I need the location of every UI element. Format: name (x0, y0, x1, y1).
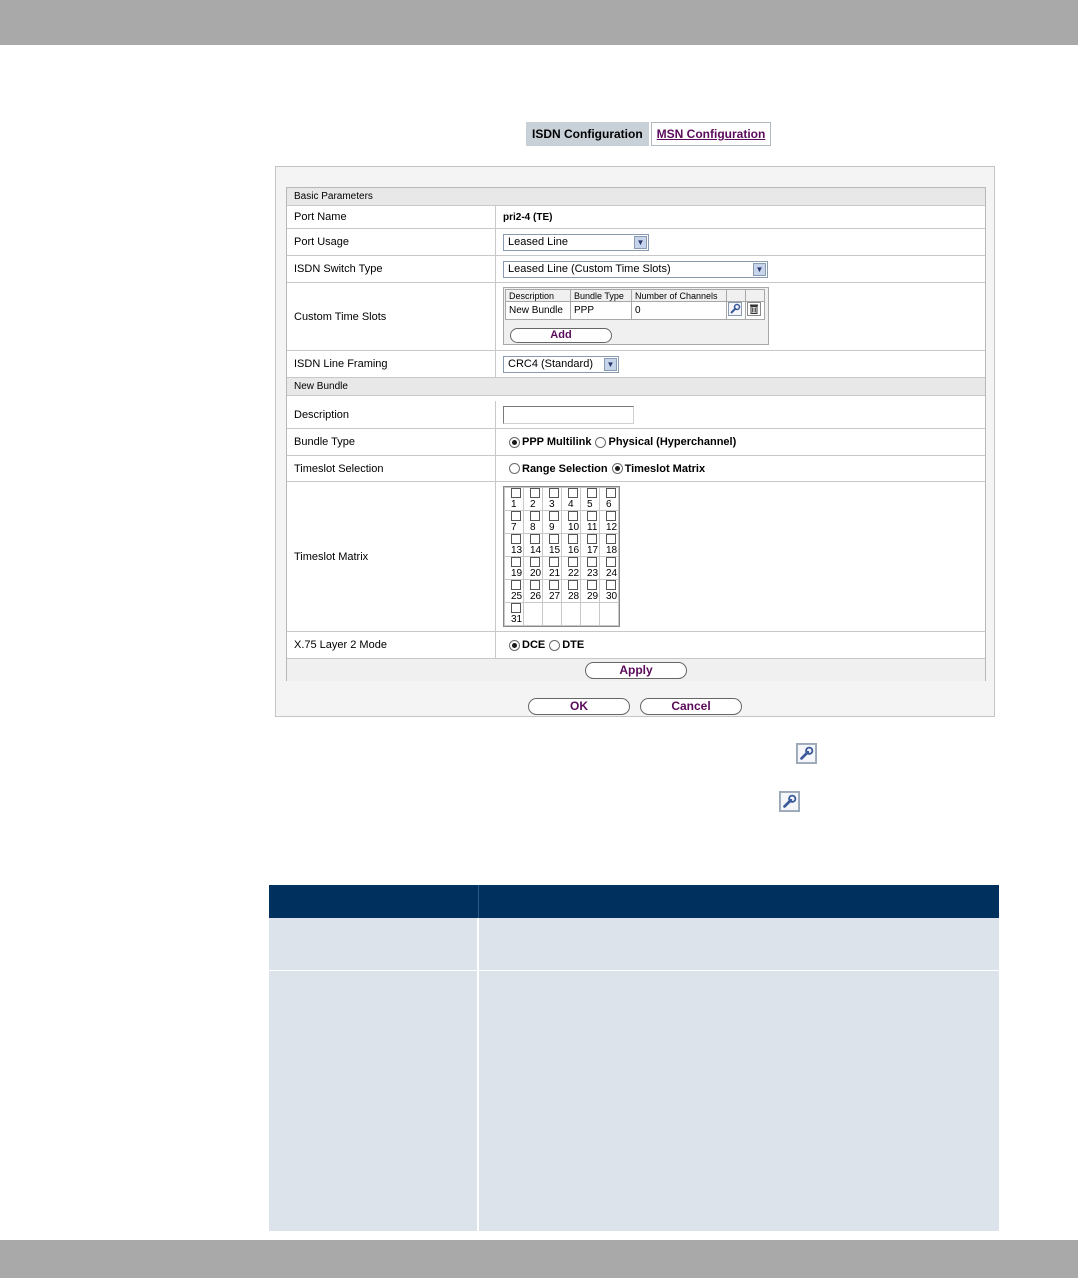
timeslot-checkbox[interactable] (511, 557, 521, 567)
timeslot-number: 22 (568, 568, 580, 579)
matrix-row (505, 511, 619, 534)
timeslot-checkbox[interactable] (606, 488, 616, 498)
matrix-row (505, 580, 619, 603)
timeslot-selection-label: Timeslot Selection (294, 462, 384, 475)
timeslot-number: 5 (587, 499, 593, 510)
timeslot-number: 12 (606, 522, 618, 533)
matrix-cell (581, 511, 600, 534)
matrix-cell (581, 488, 600, 511)
cancel-button[interactable]: Cancel (640, 698, 742, 715)
ok-button[interactable]: OK (528, 698, 630, 715)
matrix-cell (562, 603, 581, 626)
matrix-cell (600, 603, 619, 626)
timeslot-number: 8 (530, 522, 536, 533)
timeslot-number: 29 (587, 591, 599, 602)
timeslot-number: 7 (511, 522, 517, 533)
timeslot-number: 31 (511, 614, 523, 625)
timeslot-checkbox[interactable] (587, 488, 597, 498)
col-bundle-type: Bundle Type (571, 290, 632, 302)
matrix-cell (543, 603, 562, 626)
matrix-cell (505, 557, 524, 580)
chevron-down-icon: ▼ (634, 236, 647, 249)
timeslot-number: 2 (530, 499, 536, 510)
matrix-cell (543, 534, 562, 557)
trash-icon[interactable] (747, 302, 761, 316)
wrench-icon (779, 791, 800, 812)
wrench-icon (796, 743, 817, 764)
physical-hyperchannel-label: Physical (Hyperchannel) (608, 436, 737, 448)
radio-ppp-multilink[interactable] (509, 437, 520, 448)
custom-time-slots-table (503, 287, 769, 345)
port-name-label: Port Name (294, 211, 347, 223)
matrix-cell (543, 580, 562, 603)
radio-range-selection[interactable] (509, 463, 520, 474)
port-name-value: pri2-4 (TE) (503, 211, 553, 223)
timeslot-checkbox[interactable] (511, 580, 521, 590)
line-framing-label: ISDN Line Framing (294, 358, 388, 370)
timeslot-checkbox[interactable] (511, 511, 521, 521)
timeslot-checkbox[interactable] (568, 557, 578, 567)
matrix-cell (505, 534, 524, 557)
tab-msn-configuration[interactable]: MSN Configuration (651, 122, 772, 146)
timeslot-number: 11 (587, 522, 598, 533)
timeslot-checkbox[interactable] (530, 534, 540, 544)
matrix-cell (505, 580, 524, 603)
row-custom-time-slots (287, 283, 985, 351)
timeslot-number: 4 (568, 499, 574, 510)
matrix-cell (505, 511, 524, 534)
radio-dte[interactable] (549, 640, 560, 651)
timeslot-checkbox[interactable] (606, 511, 616, 521)
matrix-cell (581, 603, 600, 626)
timeslot-checkbox[interactable] (511, 603, 521, 613)
tab-isdn-configuration[interactable]: ISDN Configuration (526, 122, 649, 146)
matrix-cell (600, 534, 619, 557)
timeslot-number: 28 (568, 591, 580, 602)
timeslot-number: 17 (587, 545, 599, 556)
matrix-cell (505, 488, 524, 511)
matrix-cell (543, 488, 562, 511)
matrix-row (505, 557, 619, 580)
timeslot-number: 19 (511, 568, 523, 579)
timeslot-number: 3 (549, 499, 555, 510)
timeslot-checkbox[interactable] (606, 580, 616, 590)
matrix-cell (581, 580, 600, 603)
radio-timeslot-matrix[interactable] (612, 463, 623, 474)
matrix-cell (581, 534, 600, 557)
cell-description: New Bundle (506, 302, 571, 320)
wrench-icon[interactable] (728, 302, 742, 316)
timeslot-checkbox[interactable] (568, 580, 578, 590)
chevron-down-icon: ▼ (604, 358, 617, 371)
switch-type-select[interactable] (503, 261, 768, 278)
add-button[interactable]: Add (510, 328, 612, 343)
timeslot-checkbox[interactable] (568, 534, 578, 544)
switch-type-selected: Leased Line (Custom Time Slots) (508, 262, 671, 275)
top-bar (0, 0, 1078, 45)
timeslot-checkbox[interactable] (568, 488, 578, 498)
matrix-row (505, 488, 619, 511)
radio-physical-hyperchannel[interactable] (595, 437, 606, 448)
row-switch-type (287, 256, 985, 283)
matrix-cell (600, 557, 619, 580)
timeslot-checkbox[interactable] (530, 557, 540, 567)
matrix-cell (524, 580, 543, 603)
timeslot-checkbox[interactable] (549, 534, 559, 544)
matrix-cell (524, 511, 543, 534)
chevron-down-icon: ▼ (753, 263, 766, 276)
timeslot-number: 20 (530, 568, 542, 579)
row-x75-mode (287, 632, 985, 659)
description-input[interactable] (503, 406, 634, 424)
col-number-of-channels: Number of Channels (632, 290, 727, 302)
timeslot-number: 9 (549, 522, 555, 533)
port-usage-label: Port Usage (294, 236, 350, 248)
matrix-cell (524, 534, 543, 557)
radio-dce[interactable] (509, 640, 520, 651)
row-timeslot-matrix (287, 482, 985, 632)
matrix-cell (600, 580, 619, 603)
timeslot-checkbox[interactable] (568, 511, 578, 521)
dte-label: DTE (562, 639, 585, 651)
matrix-cell (505, 603, 524, 626)
config-panel (275, 166, 995, 717)
doc-table-row (269, 971, 999, 1231)
timeslot-number: 30 (606, 591, 618, 602)
bundle-type-label: Bundle Type (294, 436, 355, 448)
row-port-usage (287, 229, 985, 256)
timeslot-number: 21 (549, 568, 561, 579)
timeslot-checkbox[interactable] (587, 580, 597, 590)
timeslot-number: 23 (587, 568, 599, 579)
config-form (286, 187, 986, 681)
timeslot-number: 18 (606, 545, 618, 556)
timeslot-number: 27 (549, 591, 561, 602)
timeslot-checkbox[interactable] (530, 511, 540, 521)
timeslot-number: 16 (568, 545, 580, 556)
line-framing-select[interactable] (503, 356, 619, 373)
row-line-framing (287, 351, 985, 378)
matrix-cell (524, 603, 543, 626)
row-port-name (287, 206, 985, 229)
timeslot-number: 15 (549, 545, 561, 556)
matrix-cell (524, 488, 543, 511)
timeslot-checkbox[interactable] (587, 534, 597, 544)
timeslot-checkbox[interactable] (530, 488, 540, 498)
matrix-cell (562, 557, 581, 580)
timeslot-number: 14 (530, 545, 542, 556)
timeslot-checkbox[interactable] (606, 534, 616, 544)
timeslot-checkbox[interactable] (549, 580, 559, 590)
row-timeslot-selection (287, 456, 985, 482)
matrix-cell (543, 557, 562, 580)
matrix-row (505, 603, 619, 626)
description-label: Description (294, 408, 350, 421)
cell-channels: 0 (632, 302, 727, 320)
dce-label: DCE (522, 639, 546, 651)
ppp-multilink-label: PPP Multilink (522, 436, 592, 448)
timeslot-number: 6 (606, 499, 612, 510)
port-usage-selected: Leased Line (508, 235, 568, 248)
timeslot-checkbox[interactable] (587, 557, 597, 567)
x75-mode-label: X.75 Layer 2 Mode (294, 639, 387, 651)
matrix-cell (581, 557, 600, 580)
timeslot-number: 13 (511, 545, 523, 556)
matrix-cell (562, 488, 581, 511)
timeslot-number: 26 (530, 591, 542, 602)
matrix-cell (524, 557, 543, 580)
cell-bundle-type: PPP (571, 302, 632, 320)
timeslot-number: 24 (606, 568, 618, 579)
matrix-cell (543, 511, 562, 534)
custom-time-slots-label: Custom Time Slots (294, 310, 387, 323)
timeslot-number: 25 (511, 591, 523, 602)
matrix-cell (562, 580, 581, 603)
apply-button[interactable]: Apply (585, 662, 687, 679)
range-selection-label: Range Selection (522, 462, 608, 475)
switch-type-label: ISDN Switch Type (294, 263, 383, 275)
matrix-cell (562, 534, 581, 557)
timeslot-matrix-label: Timeslot Matrix (294, 550, 369, 563)
bottom-bar (0, 1240, 1078, 1278)
line-framing-selected: CRC4 (Standard) (508, 357, 593, 370)
row-bundle-type (287, 429, 985, 456)
row-apply (287, 659, 985, 681)
timeslot-checkbox[interactable] (511, 534, 521, 544)
timeslot-checkbox[interactable] (606, 557, 616, 567)
matrix-cell (562, 511, 581, 534)
timeslot-number: 1 (511, 499, 517, 510)
timeslot-number: 10 (568, 522, 580, 533)
port-usage-select[interactable] (503, 234, 649, 251)
section-new-bundle: New Bundle (287, 378, 985, 396)
timeslot-checkbox[interactable] (549, 488, 559, 498)
doc-table-row (269, 918, 999, 971)
timeslot-checkbox[interactable] (511, 488, 521, 498)
timeslot-checkbox[interactable] (549, 511, 559, 521)
row-description (287, 401, 985, 429)
timeslot-matrix-option-label: Timeslot Matrix (624, 462, 706, 475)
timeslot-checkbox[interactable] (530, 580, 540, 590)
section-basic-parameters: Basic Parameters (287, 188, 985, 206)
timeslot-checkbox[interactable] (549, 557, 559, 567)
matrix-row (505, 534, 619, 557)
table-row (506, 302, 765, 320)
matrix-cell (600, 488, 619, 511)
col-description: Description (506, 290, 571, 302)
matrix-cell (600, 511, 619, 534)
tab-bar (526, 122, 771, 146)
timeslot-matrix-grid (503, 486, 620, 627)
timeslot-checkbox[interactable] (587, 511, 597, 521)
doc-table-header (269, 885, 999, 918)
